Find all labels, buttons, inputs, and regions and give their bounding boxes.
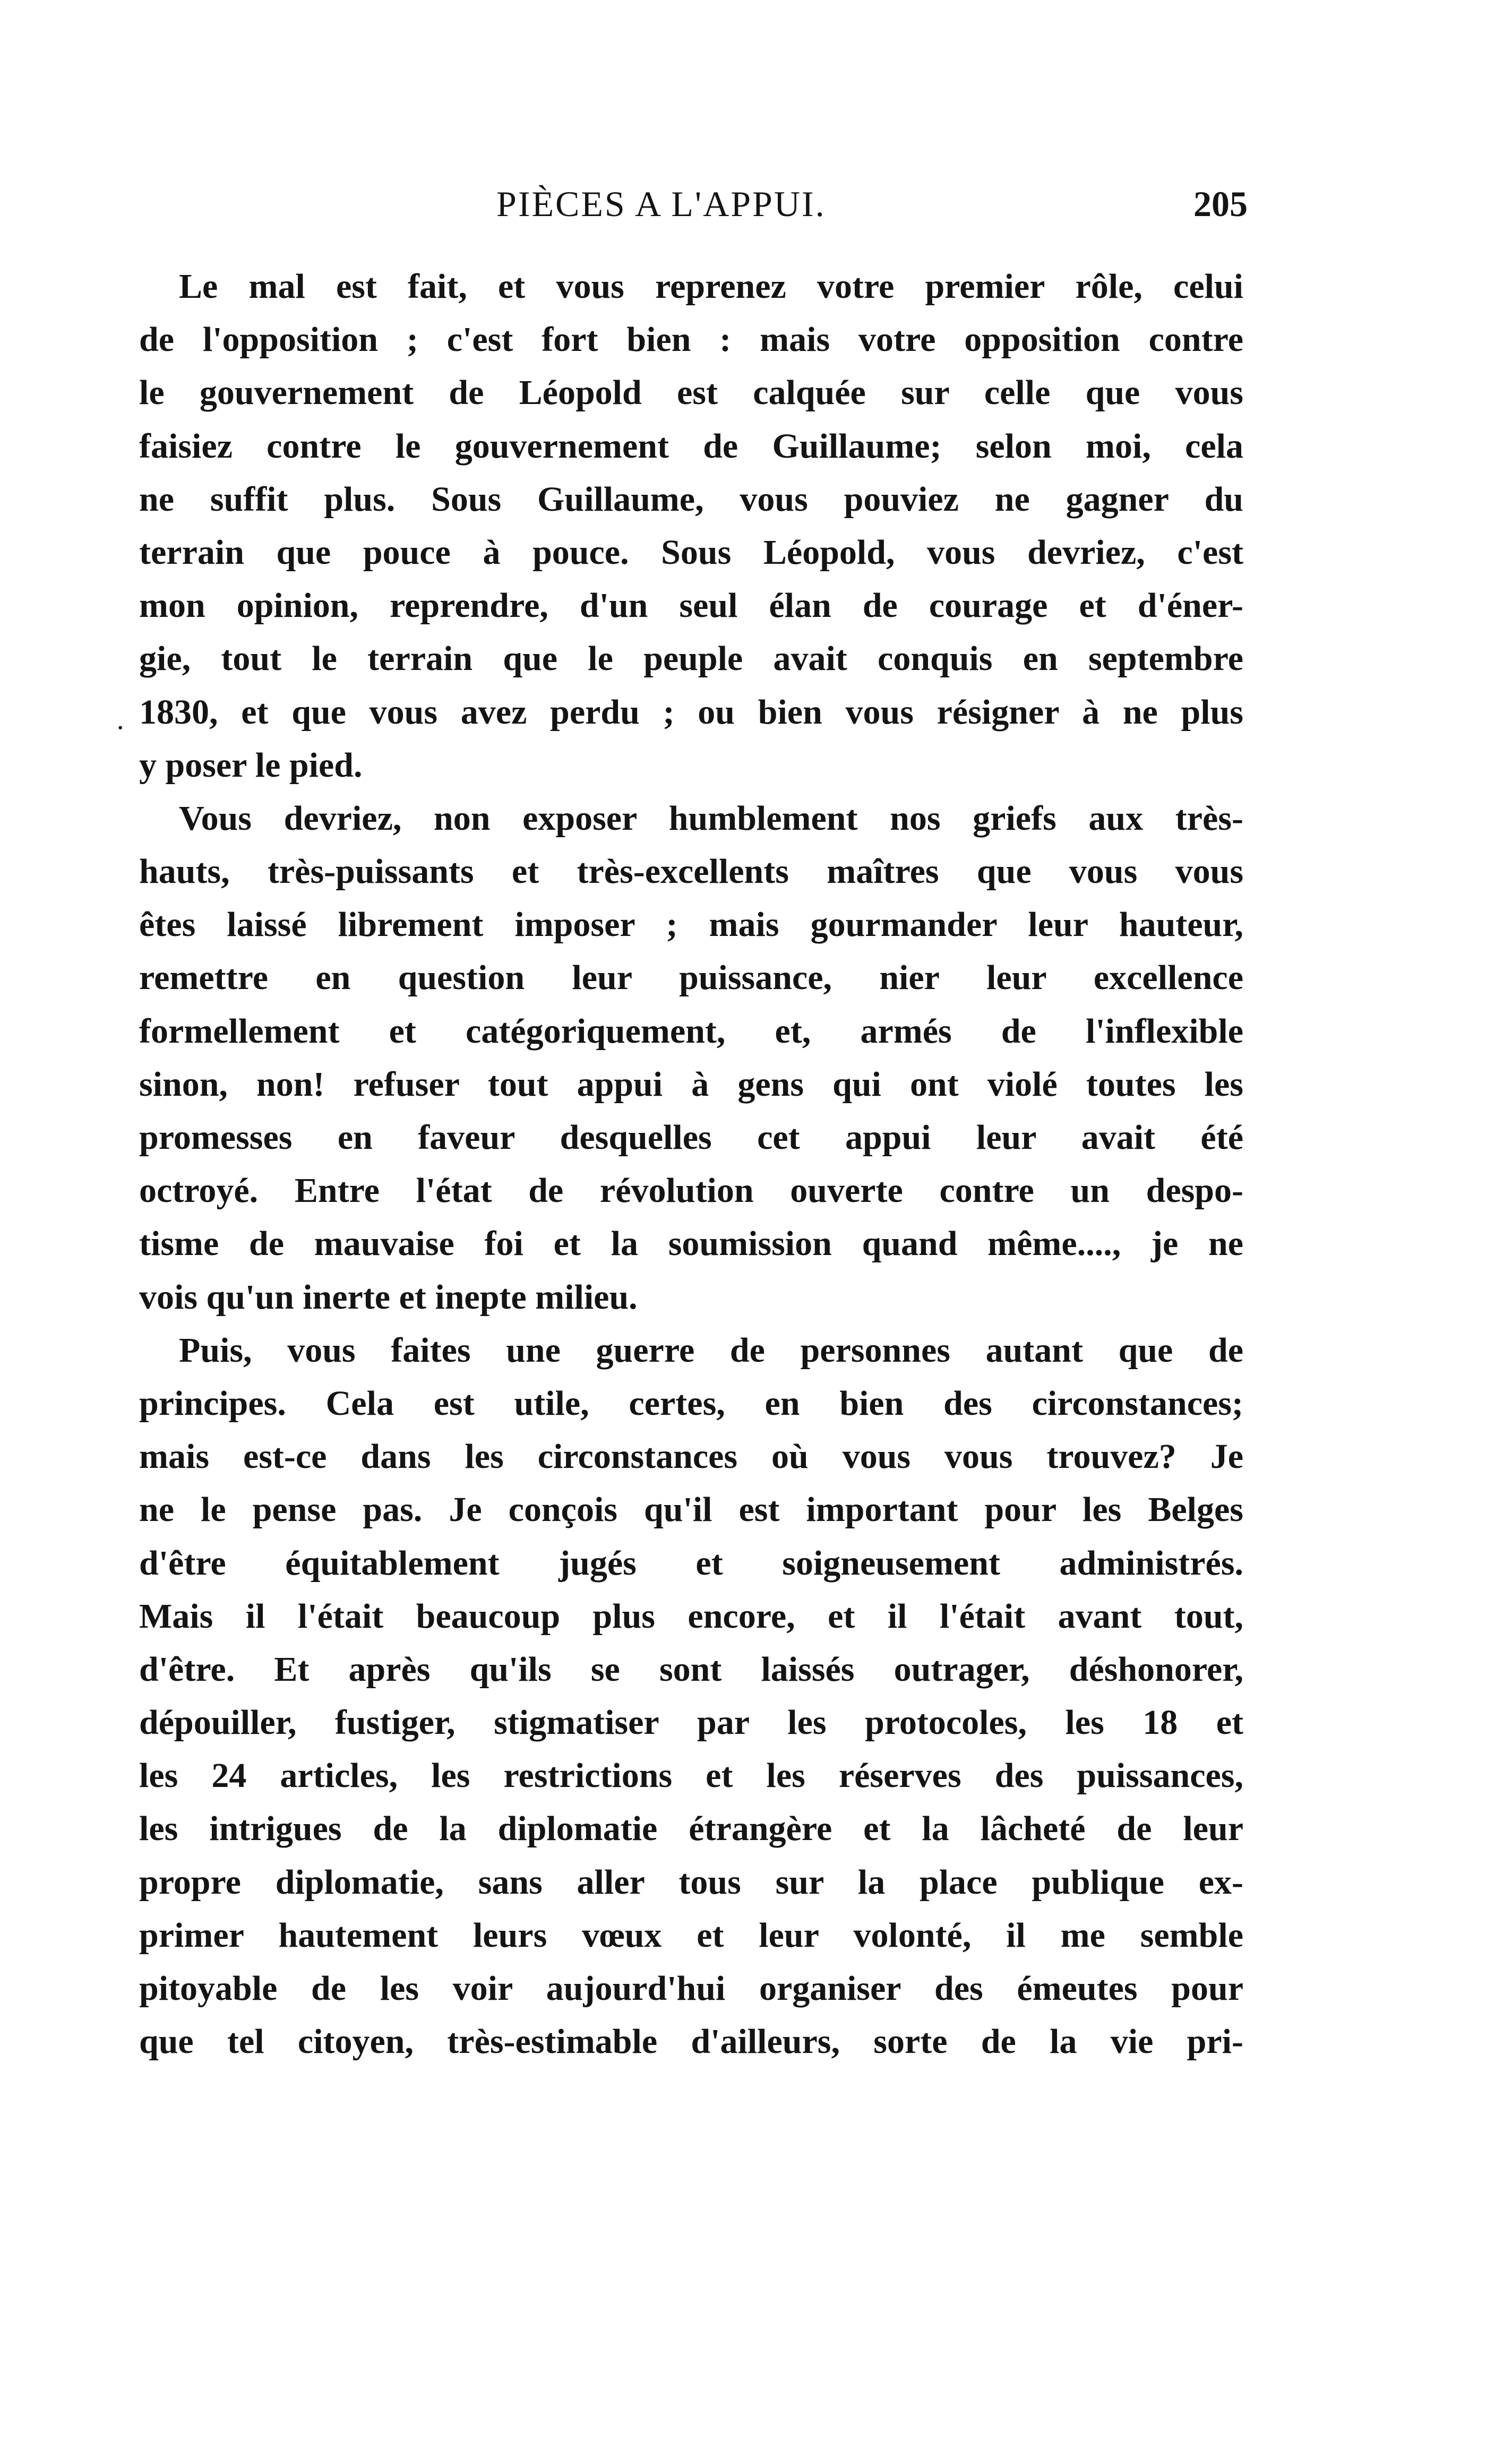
body-text [139, 260, 1243, 2068]
text-line: ne suffit plus. Sous Guillaume, vous pouviez ne gagner du [139, 479, 1243, 519]
text-line: pitoyable de les voir aujourd'hui organiser des émeutes pour [139, 1969, 1243, 2008]
text-line: que tel citoyen, très-estimable d'ailleurs, sorte de la vie pri- [139, 2022, 1243, 2061]
text-line: d'être équitablement jugés et soigneusement administrés. [139, 1543, 1243, 1583]
text-line: promesses en faveur desquelles cet appui leur avait été [139, 1118, 1243, 1157]
text-line: remettre en question leur puissance, nier leur excellence [139, 958, 1243, 998]
text-line: y poser le pied. [139, 745, 363, 785]
text-line: propre diplomatie, sans aller tous sur la place publique ex- [139, 1862, 1243, 1902]
text-line: d'être. Et après qu'ils se sont laissés outrager, déshonorer, [139, 1649, 1243, 1689]
text-line: mon opinion, reprendre, d'un seul élan de courage et d'éner- [139, 586, 1243, 625]
text-line: vois qu'un inerte et inepte milieu. [139, 1277, 638, 1317]
text-line: hauts, très-puissants et très-excellents maîtres que vous vous [139, 852, 1243, 891]
margin-mark: · [117, 716, 124, 740]
text-line: principes. Cela est utile, certes, en bien des circonstances; [139, 1383, 1243, 1423]
text-line: Vous devriez, non exposer humblement nos griefs aux très- [179, 798, 1243, 838]
text-line: sinon, non! refuser tout appui à gens qui ont violé toutes les [139, 1064, 1243, 1104]
text-line: Mais il l'était beaucoup plus encore, et il l'était avant tout, [139, 1596, 1243, 1636]
text-line: les 24 articles, les restrictions et les réserves des puissances, [139, 1756, 1243, 1795]
text-line: mais est-ce dans les circonstances où vous vous trouvez? Je [139, 1437, 1243, 1476]
text-line: gie, tout le terrain que le peuple avait conquis en septembre [139, 639, 1243, 678]
text-line: formellement et catégoriquement, et, armés de l'inflexible [139, 1011, 1243, 1051]
page-header [143, 183, 1248, 231]
text-line: octroyé. Entre l'état de révolution ouverte contre un despo- [139, 1171, 1243, 1210]
page-number: 205 [1193, 184, 1248, 224]
text-line: primer hautement leurs vœux et leur volonté, il me semble [139, 1915, 1243, 1955]
text-line: les intrigues de la diplomatie étrangère et la lâcheté de leur [139, 1809, 1243, 1849]
text-line: tisme de mauvaise foi et la soumission quand même...., je ne [139, 1224, 1243, 1264]
text-line: dépouiller, fustiger, stigmatiser par les protocoles, les 18 et [139, 1703, 1243, 1742]
text-line: faisiez contre le gouvernement de Guillaume; selon moi, cela [139, 426, 1243, 466]
text-line: 1830, et que vous avez perdu ; ou bien vous résigner à ne plus [139, 692, 1243, 732]
text-line: êtes laissé librement imposer ; mais gourmander leur hauteur, [139, 905, 1243, 944]
text-line: terrain que pouce à pouce. Sous Léopold, vous devriez, c'est [139, 532, 1243, 572]
running-title: PIÈCES A L'APPUI. [496, 184, 826, 224]
text-line: ne le pense pas. Je conçois qu'il est important pour les Belges [139, 1490, 1243, 1529]
text-line: Puis, vous faites une guerre de personnes autant que de [179, 1330, 1243, 1370]
text-line: le gouvernement de Léopold est calquée sur celle que vous [139, 373, 1243, 412]
text-line: de l'opposition ; c'est fort bien : mais votre opposition contre [139, 320, 1243, 359]
text-line: Le mal est fait, et vous reprenez votre premier rôle, celui [179, 267, 1243, 306]
